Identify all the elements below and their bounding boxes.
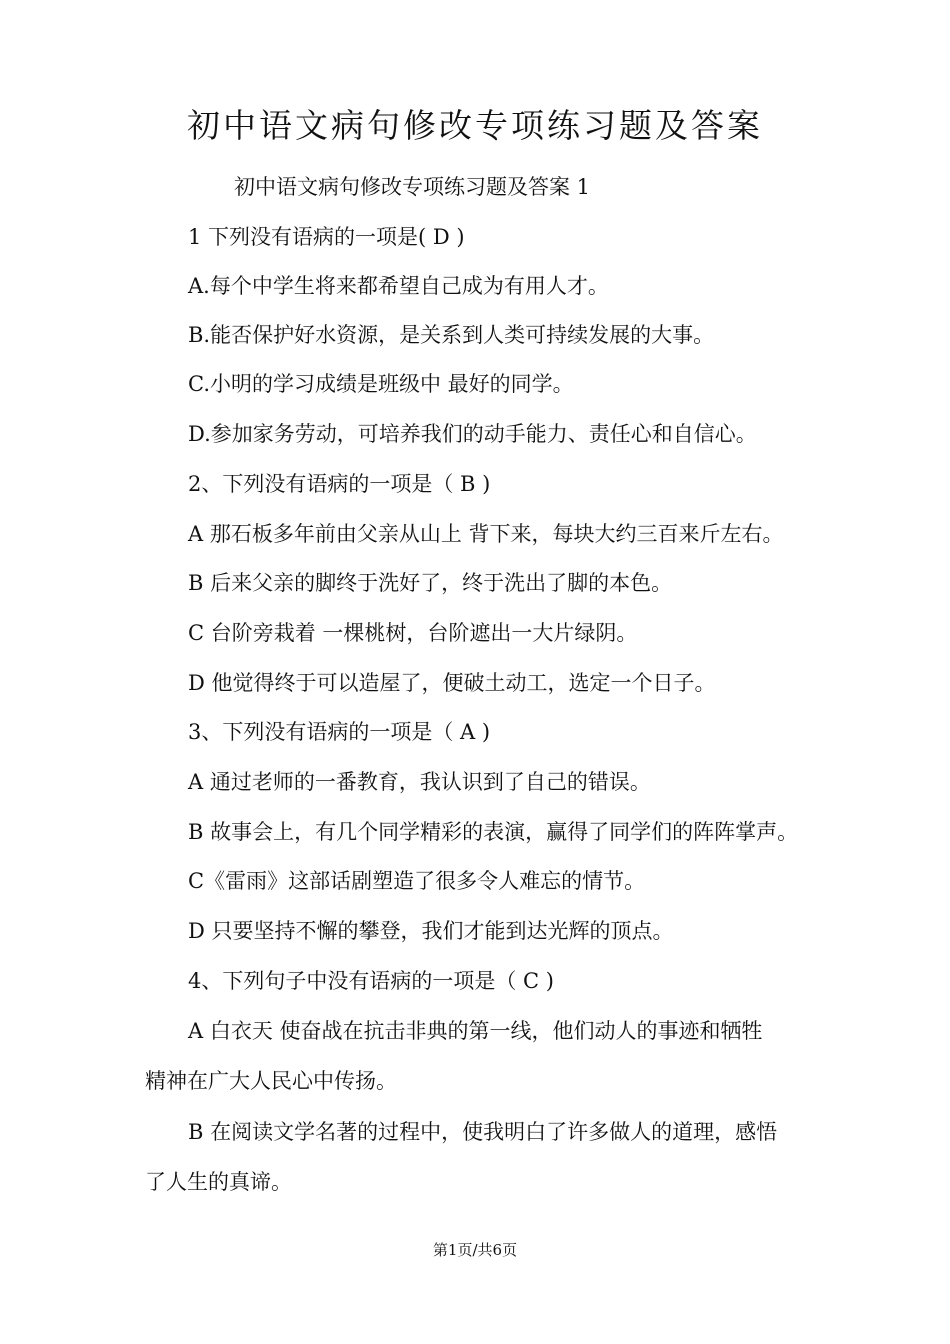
question-1-option-c: C.小明的学习成绩是班级中 最好的同学。	[188, 372, 574, 396]
question-2-stem: 2、下列没有语病的一项是（ B )	[188, 472, 491, 496]
question-4-option-a: A 白衣天 使奋战在抗击非典的第一线，他们动人的事迹和牺牲	[188, 1019, 763, 1043]
question-3-option-a: A 通过老师的一番教育，我认识到了自己的错误。	[188, 770, 651, 794]
question-3-stem: 3、下列没有语病的一项是（ A )	[188, 720, 491, 744]
question-1-option-d: D.参加家务劳动，可培养我们的动手能力、责任心和自信心。	[188, 422, 757, 446]
question-3-option-c: C《雷雨》这部话剧塑造了很多令人难忘的情节。	[188, 869, 646, 893]
question-1-option-a: A.每个中学生将来都希望自己成为有用人才。	[188, 274, 609, 298]
question-2-option-d: D 他觉得终于可以造屋了，便破土动工，选定一个日子。	[188, 671, 716, 695]
document-subtitle: 初中语文病句修改专项练习题及答案 1	[234, 175, 591, 199]
page-number: 第1页/共6页	[432, 1241, 518, 1259]
question-1-stem: 1 下列没有语病的一项是( D )	[188, 225, 465, 249]
question-2-option-a: A 那石板多年前由父亲从山上 背下来，每块大约三百来斤左右。	[188, 522, 784, 546]
question-3-option-d: D 只要坚持不懈的攀登，我们才能到达光辉的顶点。	[188, 919, 674, 943]
question-4-option-b-continued: 了人生的真谛。	[145, 1170, 292, 1194]
question-2-option-c: C 台阶旁栽着 一棵桃树，台阶遮出一大片绿阴。	[188, 621, 638, 645]
document-title: 初中语文病句修改专项练习题及答案	[187, 106, 763, 145]
question-1-option-b: B.能否保护好水资源，是关系到人类可持续发展的大事。	[188, 323, 715, 347]
question-2-option-b: B 后来父亲的脚终于洗好了，终于洗出了脚的本色。	[188, 571, 673, 595]
question-3-option-b: B 故事会上，有几个同学精彩的表演，赢得了同学们的阵阵掌声。	[188, 820, 799, 844]
question-4-option-b: B 在阅读文学名著的过程中，使我明白了许多做人的道理，感悟	[188, 1120, 778, 1144]
question-4-option-a-continued: 精神在广大人民心中传扬。	[145, 1069, 397, 1093]
question-4-stem: 4、下列句子中没有语病的一项是（ C )	[188, 969, 554, 993]
